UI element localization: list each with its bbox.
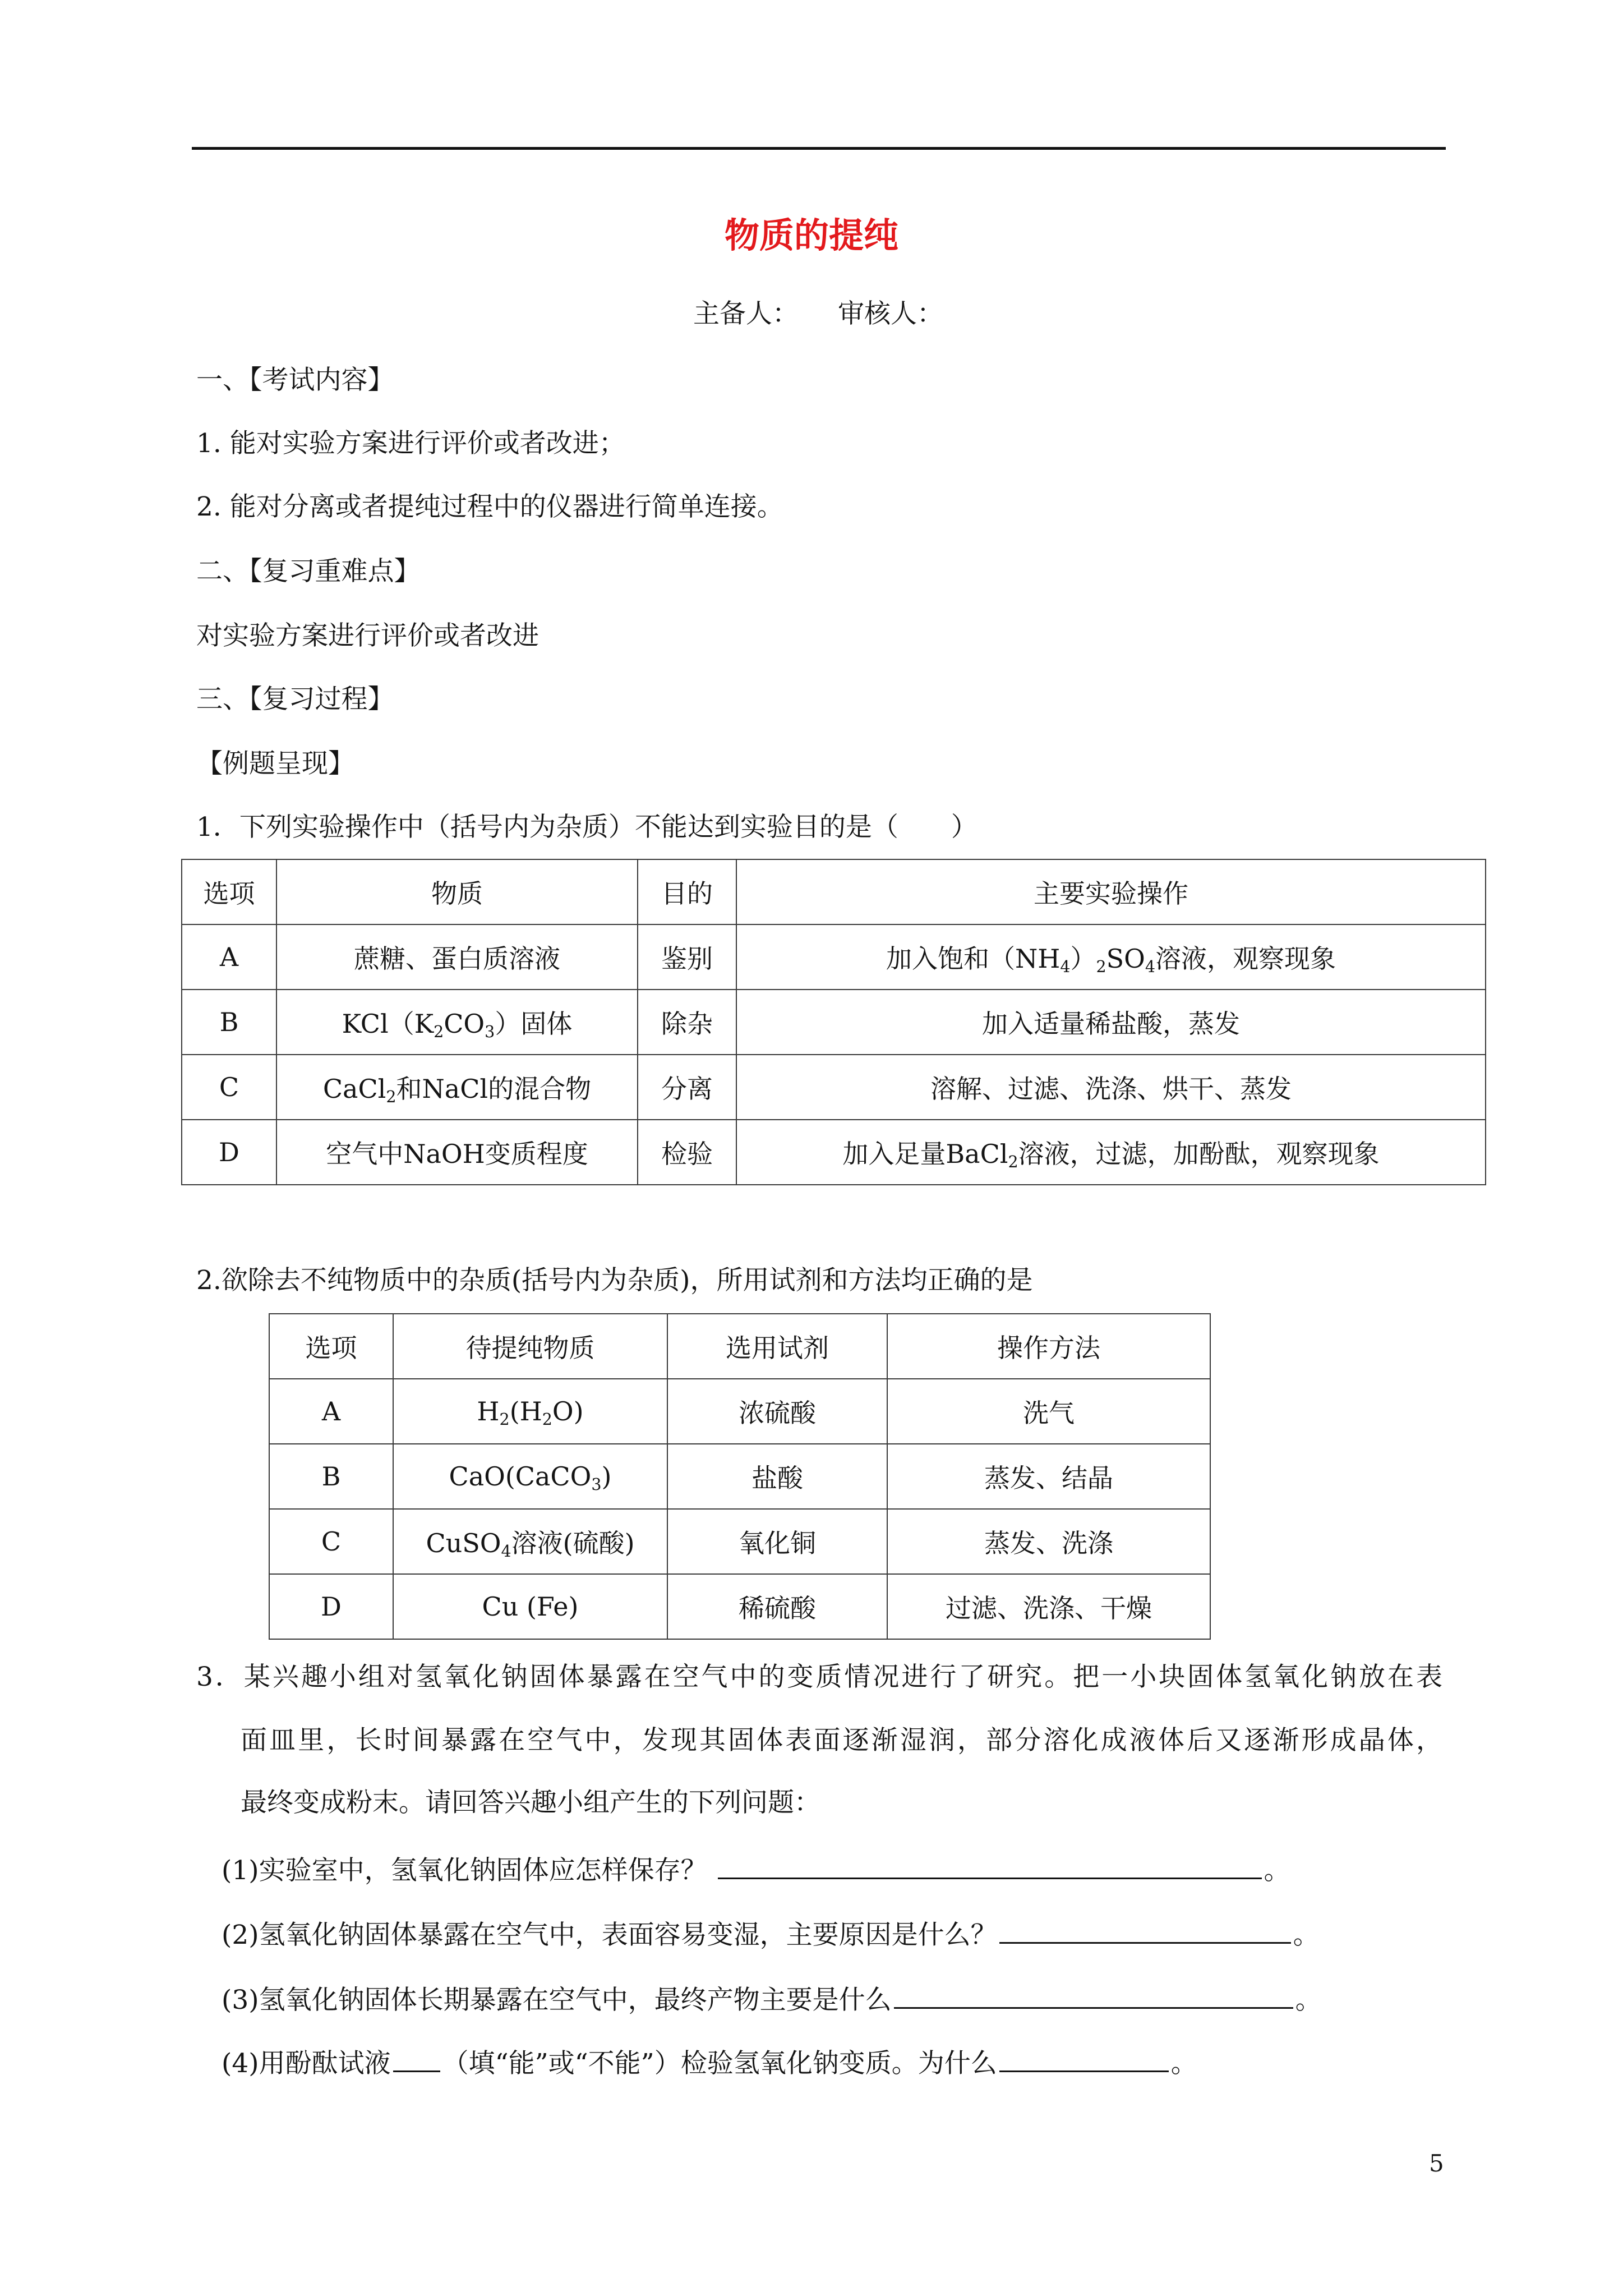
column-header: 待提纯物质	[393, 1314, 667, 1379]
subscript: 2	[1096, 957, 1106, 976]
answer-blank[interactable]	[999, 1920, 1291, 1944]
subscript: 2	[434, 1022, 444, 1041]
subscript: 2	[542, 1410, 552, 1429]
table-row	[269, 1379, 1210, 1444]
question-3-item-3	[222, 1985, 1322, 2016]
table-row	[182, 1120, 1486, 1185]
operation-cell: 加入饱和$(NH_4)_2SO_4$溶液，观察现象	[736, 924, 1486, 990]
substance-cell: CuSO$_4$溶液(硫酸)	[393, 1509, 667, 1574]
question-3-item-4	[222, 2048, 1197, 2079]
subscript: 2	[1008, 1152, 1018, 1171]
subscript: 2	[499, 1410, 510, 1429]
answer-blank[interactable]	[999, 2048, 1169, 2072]
column-header: 物质	[276, 859, 638, 924]
page-number: 5	[1429, 2150, 1444, 2177]
item-mid: （填“能”或“不能”）检验氢氧化钠变质。为什么	[442, 2048, 997, 2079]
table-header-row	[182, 859, 1486, 924]
item-text: (1)实验室中，氢氧化钠固体应怎样保存？	[222, 1855, 716, 1886]
question-3-stem-line-3: 最终变成粉末。请回答兴趣小组产生的下列问题：	[241, 1787, 820, 1818]
operation-cell: 加入适量稀盐酸，蒸发	[736, 990, 1486, 1055]
header-rule	[192, 147, 1446, 150]
subscript: 4	[1060, 957, 1071, 976]
table-header-row	[269, 1314, 1210, 1379]
section-1-item-2: 2. 能对分离或者提纯过程中的仪器进行简单连接。	[196, 491, 783, 522]
reagent-cell: 稀硫酸	[667, 1574, 887, 1639]
item-end: 。	[1295, 1985, 1322, 2016]
section-2-text: 对实验方案进行评价或者改进	[196, 620, 539, 651]
option-cell: A	[182, 924, 276, 990]
item-end: 。	[1264, 1855, 1290, 1886]
question-2-stem: 2.欲除去不纯物质中的杂质(括号内为杂质)，所用试剂和方法均正确的是	[196, 1265, 1033, 1296]
column-header: 选项	[182, 859, 276, 924]
column-header: 操作方法	[887, 1314, 1210, 1379]
option-cell: C	[182, 1055, 276, 1120]
examples-heading: 【例题呈现】	[196, 748, 354, 779]
purpose-cell: 检验	[638, 1120, 736, 1185]
method-cell: 洗气	[887, 1379, 1210, 1444]
item-text: (4)用酚酞试液	[222, 2048, 391, 2079]
question-3-item-2	[222, 1920, 1320, 1951]
method-cell: 过滤、洗涤、干燥	[887, 1574, 1210, 1639]
question-1-stem: 1．下列实验操作中（括号内为杂质）不能达到实验目的是（ ）	[196, 812, 978, 843]
substance-cell: Cu (Fe)	[393, 1574, 667, 1639]
table-row	[269, 1509, 1210, 1574]
section-1-item-1: 1. 能对实验方案进行评价或者改进；	[196, 428, 625, 459]
table-row	[182, 924, 1486, 990]
method-cell: 蒸发、洗涤	[887, 1509, 1210, 1574]
purpose-cell: 除杂	[638, 990, 736, 1055]
reagent-cell: 盐酸	[667, 1444, 887, 1509]
column-header: 选用试剂	[667, 1314, 887, 1379]
question-3-stem-line-1: 3．某兴趣小组对氢氧化钠固体暴露在空气中的变质情况进行了研究。把一小块固体氢氧化钠放在表	[196, 1662, 1442, 1692]
reagent-cell: 氧化铜	[667, 1509, 887, 1574]
option-cell: D	[269, 1574, 393, 1639]
substance-cell: 蔗糖、蛋白质溶液	[276, 924, 638, 990]
item-end: 。	[1293, 1920, 1320, 1950]
section-3-heading: 三、【复习过程】	[196, 684, 394, 715]
item-text: (3)氢氧化钠固体长期暴露在空气中，最终产物主要是什么	[222, 1985, 892, 2016]
reagent-cell: 浓硫酸	[667, 1379, 887, 1444]
question-3-stem-line-2: 面皿里，长时间暴露在空气中，发现其固体表面逐渐湿润，部分溶化成液体后又逐渐形成晶体，	[241, 1725, 1442, 1756]
column-header: 选项	[269, 1314, 393, 1379]
method-cell: 蒸发、结晶	[887, 1444, 1210, 1509]
preparer-label: 主备人：	[693, 298, 799, 329]
option-cell: D	[182, 1120, 276, 1185]
substance-cell: CaO(CaCO$_3$)	[393, 1444, 667, 1509]
answer-blank[interactable]	[894, 1985, 1293, 2009]
option-cell: B	[182, 990, 276, 1055]
purpose-cell: 鉴别	[638, 924, 736, 990]
item-end: 。	[1170, 2048, 1197, 2079]
table-row	[182, 1055, 1486, 1120]
substance-cell: $H_2(H_2O)$	[393, 1379, 667, 1444]
item-text: (2)氢氧化钠固体暴露在空气中，表面容易变湿，主要原因是什么？	[222, 1920, 997, 1950]
section-1-heading: 一、【考试内容】	[196, 365, 394, 395]
question-2-table	[269, 1313, 1211, 1640]
question-3-item-1	[222, 1855, 1290, 1887]
option-cell: C	[269, 1509, 393, 1574]
column-header: 目的	[638, 859, 736, 924]
page-title: 物质的提纯	[724, 215, 898, 256]
substance-cell: 空气中NaOH变质程度	[276, 1120, 638, 1185]
substance-cell: $KCl(K_2CO_3)$固体	[276, 990, 638, 1055]
subscript: 3	[485, 1022, 495, 1041]
option-cell: B	[269, 1444, 393, 1509]
table-row	[269, 1574, 1210, 1639]
operation-cell: 加入足量BaCl$_2$溶液，过滤，加酚酞，观察现象	[736, 1120, 1486, 1185]
column-header: 主要实验操作	[736, 859, 1486, 924]
table-row	[269, 1444, 1210, 1509]
subscript: 3	[591, 1475, 602, 1494]
question-1-table	[181, 859, 1486, 1185]
operation-cell: 溶解、过滤、洗涤、烘干、蒸发	[736, 1055, 1486, 1120]
table-row	[182, 990, 1486, 1055]
subscript: 2	[386, 1087, 396, 1106]
substance-cell: CaCl$_2$和NaCl的混合物	[276, 1055, 638, 1120]
answer-blank[interactable]	[718, 1855, 1262, 1879]
option-cell: A	[269, 1379, 393, 1444]
subscript: 4	[1145, 957, 1156, 976]
reviewer-label: 审核人：	[838, 298, 943, 329]
purpose-cell: 分离	[638, 1055, 736, 1120]
byline	[693, 298, 943, 330]
answer-blank[interactable]	[393, 2048, 440, 2072]
section-2-heading: 二、【复习重难点】	[196, 556, 421, 587]
subscript: 4	[501, 1542, 511, 1561]
